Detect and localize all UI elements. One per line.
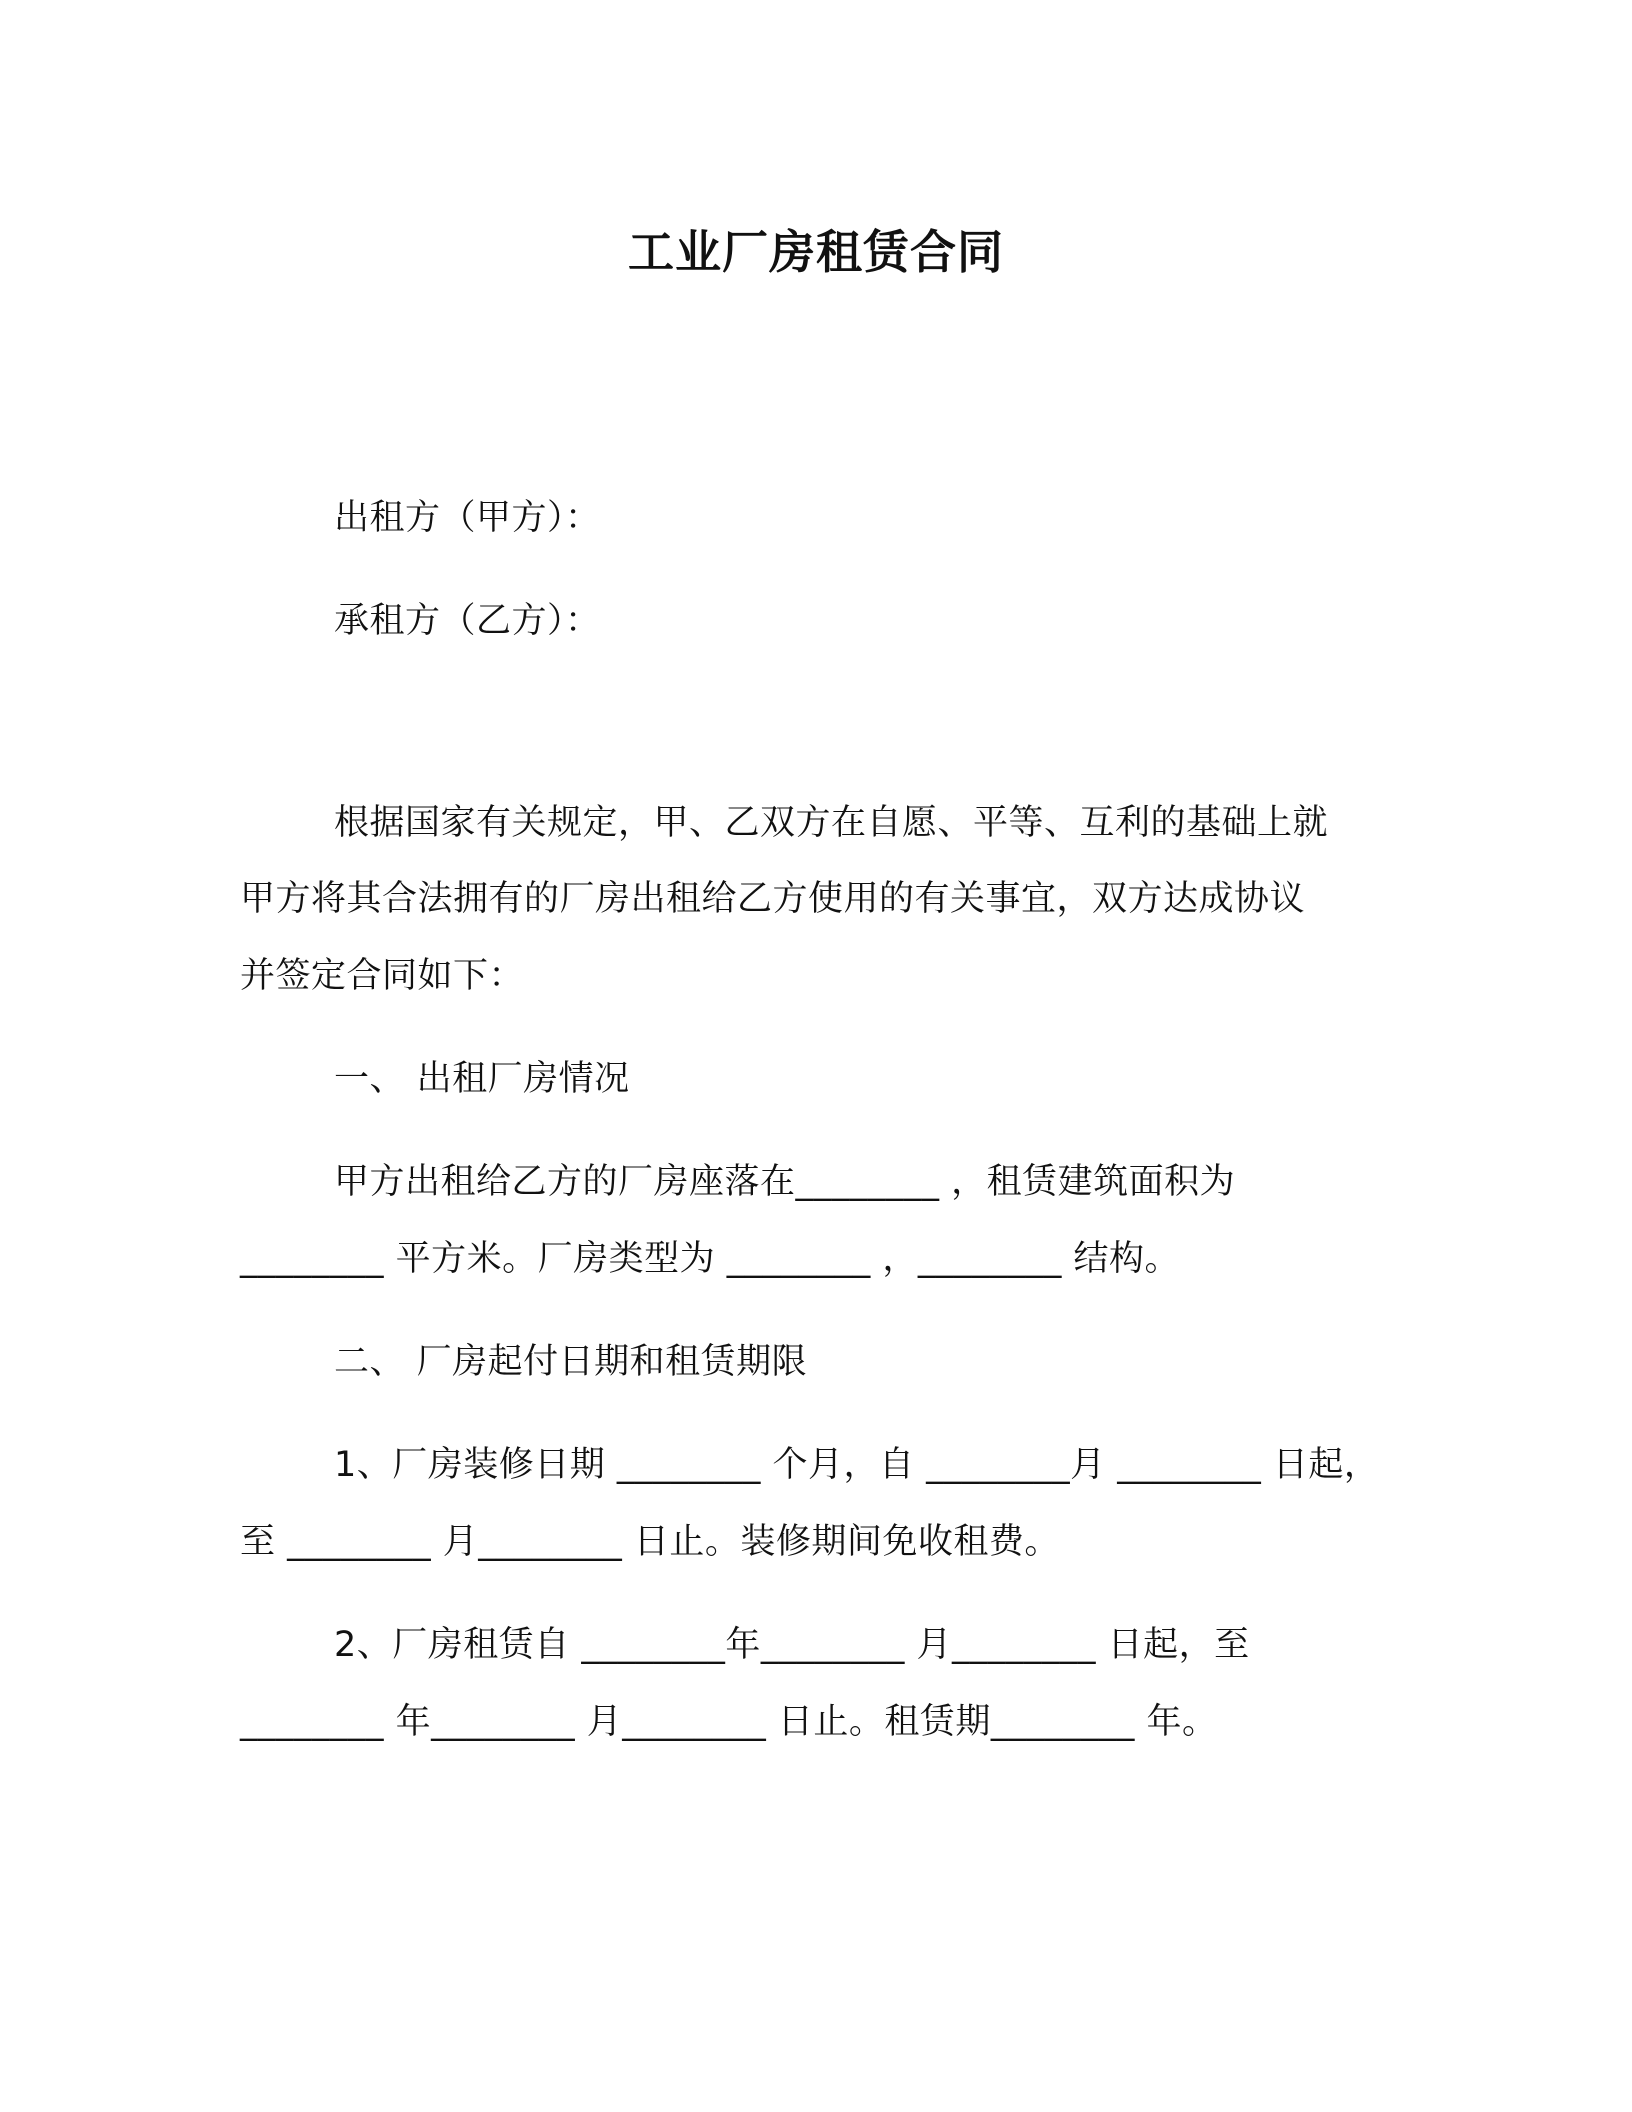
section-1-heading: 一、 出租厂房情况 <box>334 1059 630 1099</box>
preamble-line-2: 甲方将其合法拥有的厂房出租给乙方使用的有关事宜，双方达成协议 <box>240 879 1306 919</box>
preamble-line-3: 并签定合同如下： <box>240 956 525 996</box>
preamble-line-1: 根据国家有关规定，甲、乙双方在自愿、平等、互利的基础上就 <box>334 803 1329 843</box>
document-title: 工业厂房租赁合同 <box>628 225 1004 279</box>
lessor-label: 出租方（甲方）： <box>334 498 601 538</box>
section-2-item-2-line-2: ________ 年________ 月________ 日止。租赁期________ 年。 <box>240 1702 1218 1742</box>
section-2-item-1-line-2: 至 ________ 月________ 日止。装修期间免收租费。 <box>240 1522 1060 1562</box>
section-2-heading: 二、 厂房起付日期和租赁期限 <box>334 1342 808 1382</box>
section-2-item-1-line-1: 1、厂房装修日期 ________ 个月，自 ________月 ________ 日起， <box>334 1445 1380 1485</box>
section-1-line-2: ________ 平方米。厂房类型为 ________ ，________ 结构。 <box>240 1239 1181 1279</box>
section-2-item-2-line-1: 2、厂房租赁自 ________年________ 月________ 日起，至 <box>334 1625 1250 1665</box>
lessee-label: 承租方（乙方）： <box>334 601 601 641</box>
section-1-line-1: 甲方出租给乙方的厂房座落在________ ，租赁建筑面积为 <box>334 1162 1236 1202</box>
